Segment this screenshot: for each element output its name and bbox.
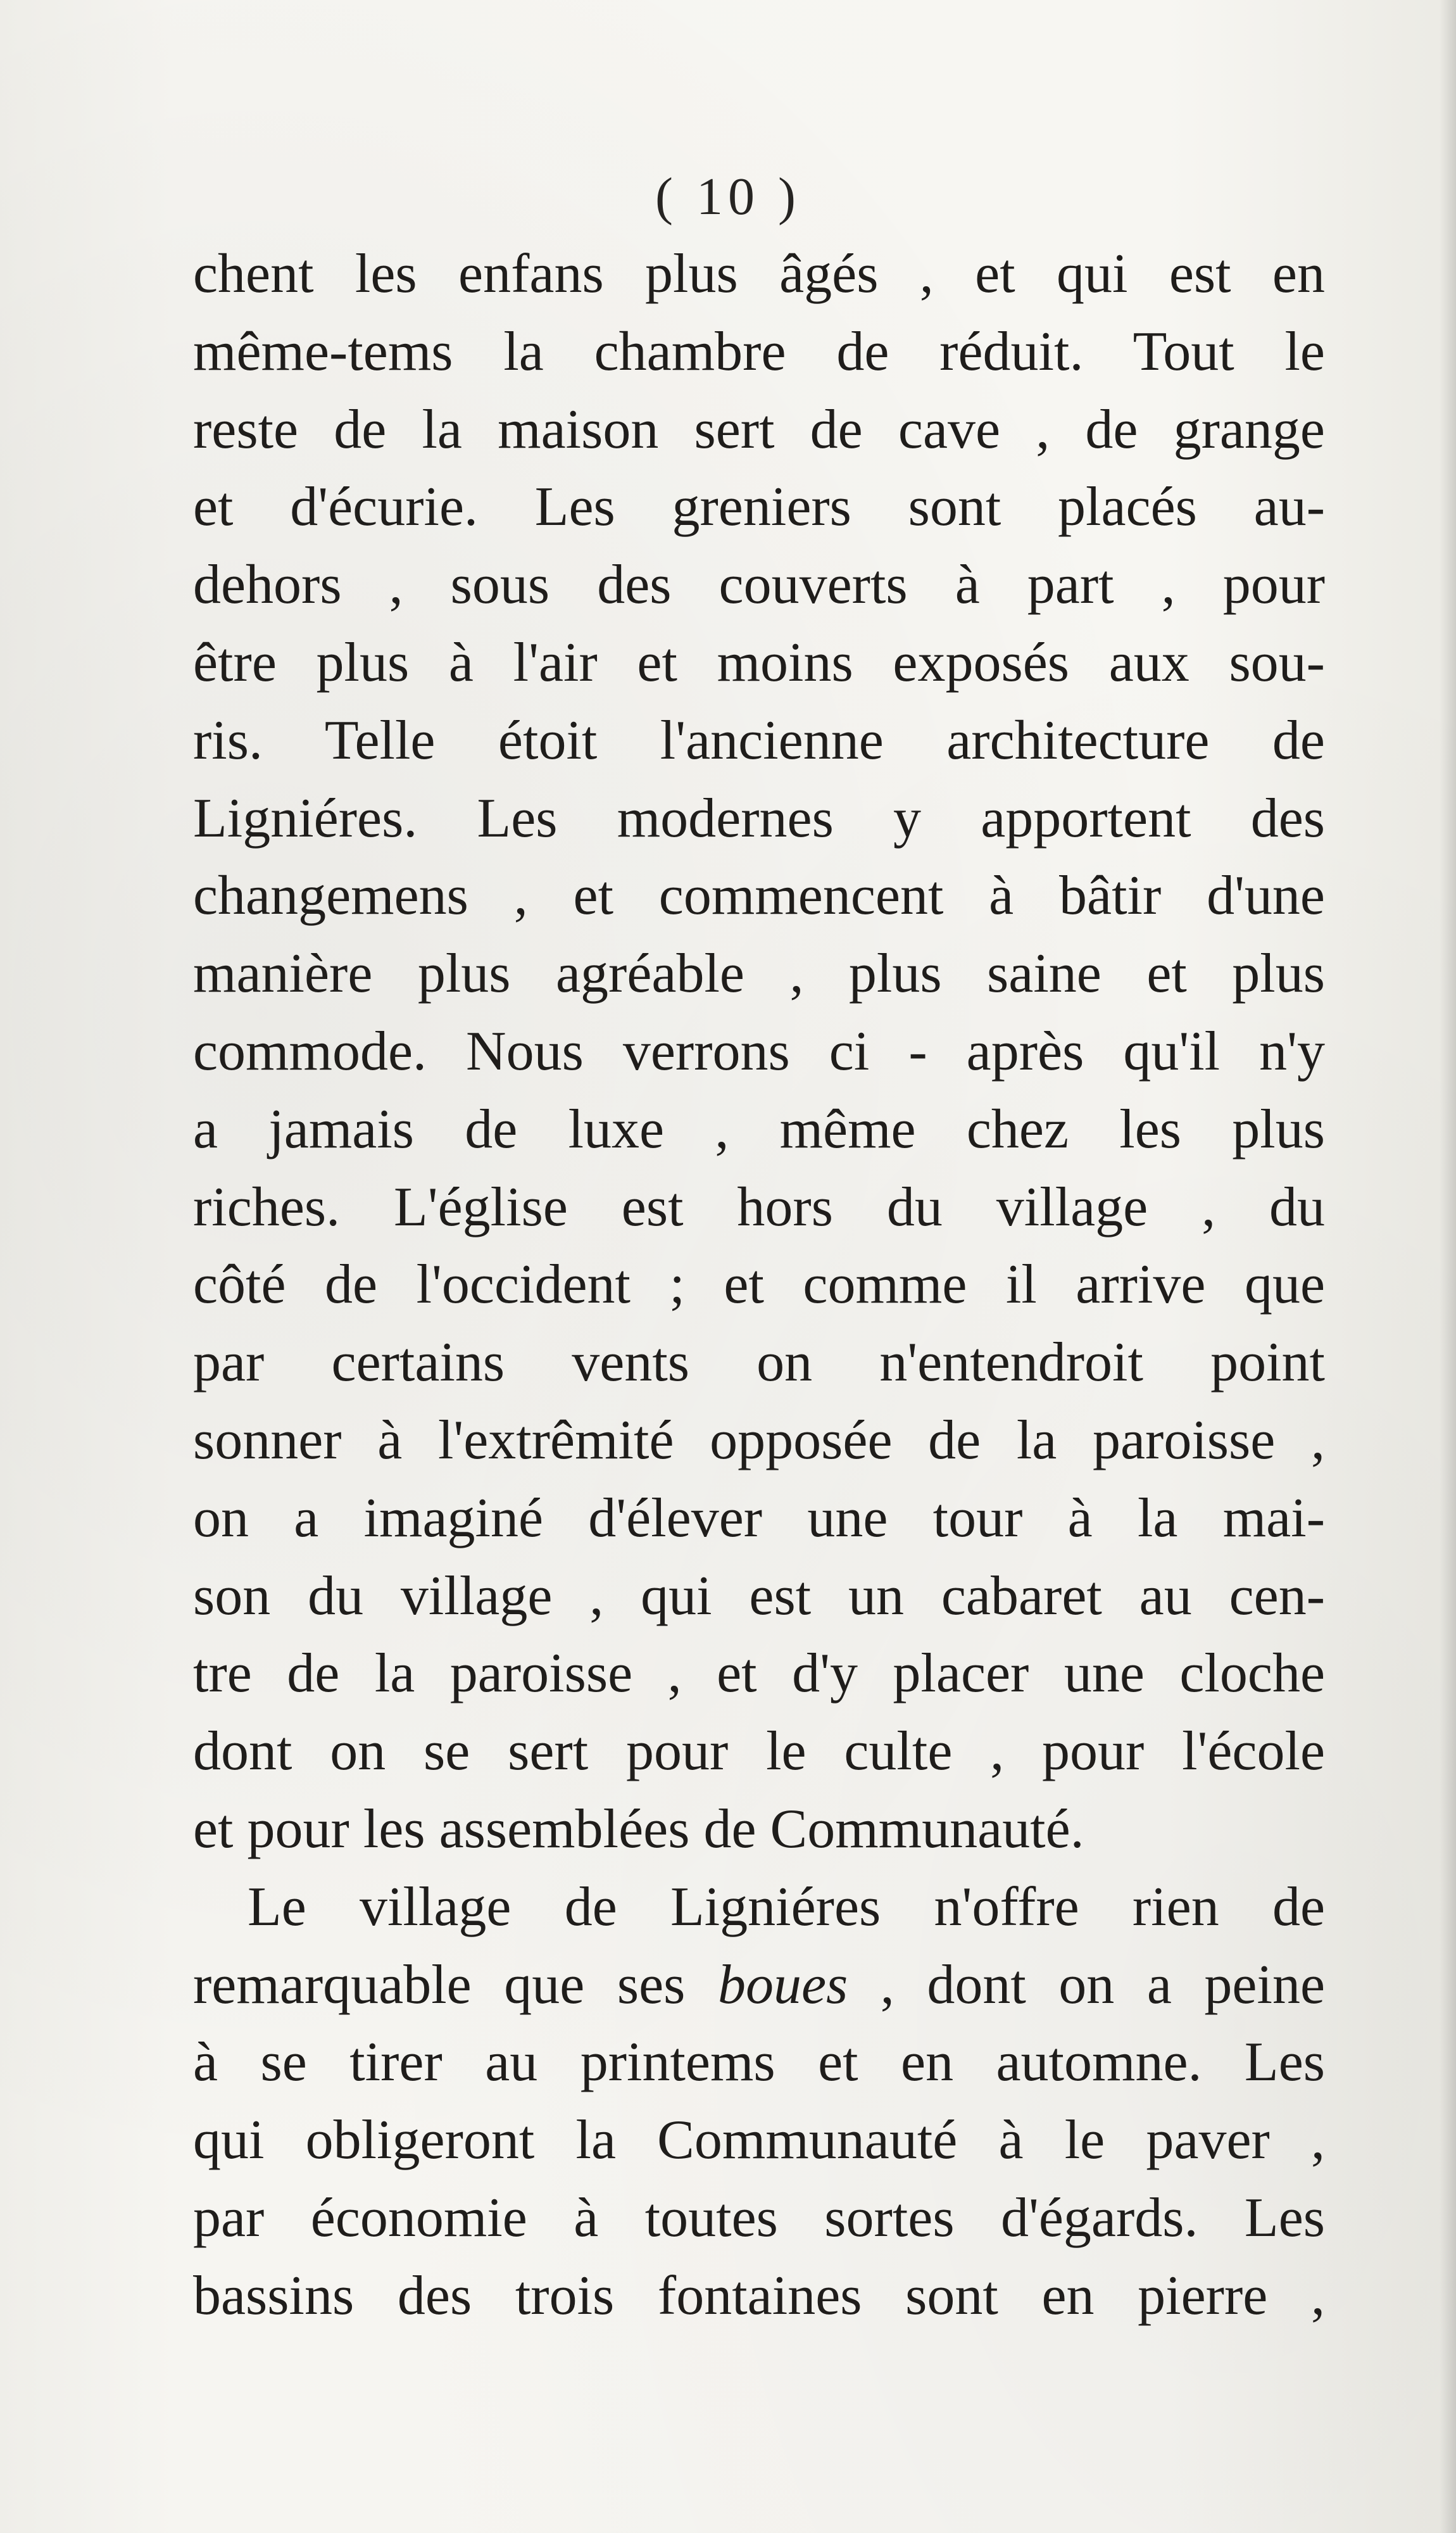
text-line: manière plus agréable , plus saine et plus xyxy=(193,943,1325,1005)
text-line: être plus à l'air et moins exposés aux sou- xyxy=(193,631,1325,693)
text-line: bassins des trois fontaines sont en pierre , xyxy=(193,2265,1325,2327)
text-line: on a imaginé d'élever une tour à la mai- xyxy=(193,1487,1325,1549)
text-line: son du village , qui est un cabaret au cen- xyxy=(193,1565,1325,1627)
text-line: et pour les assemblées de Communauté. xyxy=(193,1798,1084,1860)
text-segment: , dont on a peine xyxy=(848,1954,1325,2016)
text-line: par économie à toutes sortes d'égards. Les xyxy=(193,2187,1325,2249)
text-line: même-tems la chambre de réduit. Tout le xyxy=(193,320,1325,382)
text-segment: remarquable que ses xyxy=(193,1954,718,2016)
italic-word: boues xyxy=(717,1954,848,2016)
text-line: a jamais de luxe , même chez les plus xyxy=(193,1098,1325,1160)
text-line: dehors , sous des couverts à part , pour xyxy=(193,554,1325,616)
text-line: ris. Telle étoit l'ancienne architecture de xyxy=(193,709,1325,771)
text-line: changemens , et commencent à bâtir d'une xyxy=(193,865,1325,927)
text-line: commode. Nous verrons ci - après qu'il n'y xyxy=(193,1020,1325,1082)
text-line: qui obligeront la Communauté à le paver , xyxy=(193,2109,1325,2171)
text-line xyxy=(193,1947,1325,2025)
text-line: Le village de Ligniéres n'offre rien de xyxy=(248,1876,1325,1938)
text-line: côté de l'occident ; et comme il arrive que xyxy=(193,1254,1325,1316)
text-line: Ligniéres. Les modernes y apportent des xyxy=(193,787,1325,849)
text-line: riches. L'église est hors du village , du xyxy=(193,1176,1325,1238)
page-edge-shadow xyxy=(1440,0,1456,2533)
text-line: et d'écurie. Les greniers sont placés au- xyxy=(193,476,1325,538)
text-line: tre de la paroisse , et d'y placer une cloche xyxy=(193,1643,1325,1705)
text-line: reste de la maison sert de cave , de grange xyxy=(193,398,1325,460)
text-line: chent les enfans plus âgés , et qui est en xyxy=(193,243,1325,305)
text-line: sonner à l'extrêmité opposée de la paroisse , xyxy=(193,1409,1325,1471)
text-line: dont on se sert pour le culte , pour l'école xyxy=(193,1721,1325,1783)
page-number: ( 10 ) xyxy=(655,167,801,226)
text-line: par certains vents on n'entendroit point xyxy=(193,1332,1325,1394)
text-line: à se tirer au printems et en automne. Les xyxy=(193,2031,1325,2094)
body-text xyxy=(193,236,1325,2335)
